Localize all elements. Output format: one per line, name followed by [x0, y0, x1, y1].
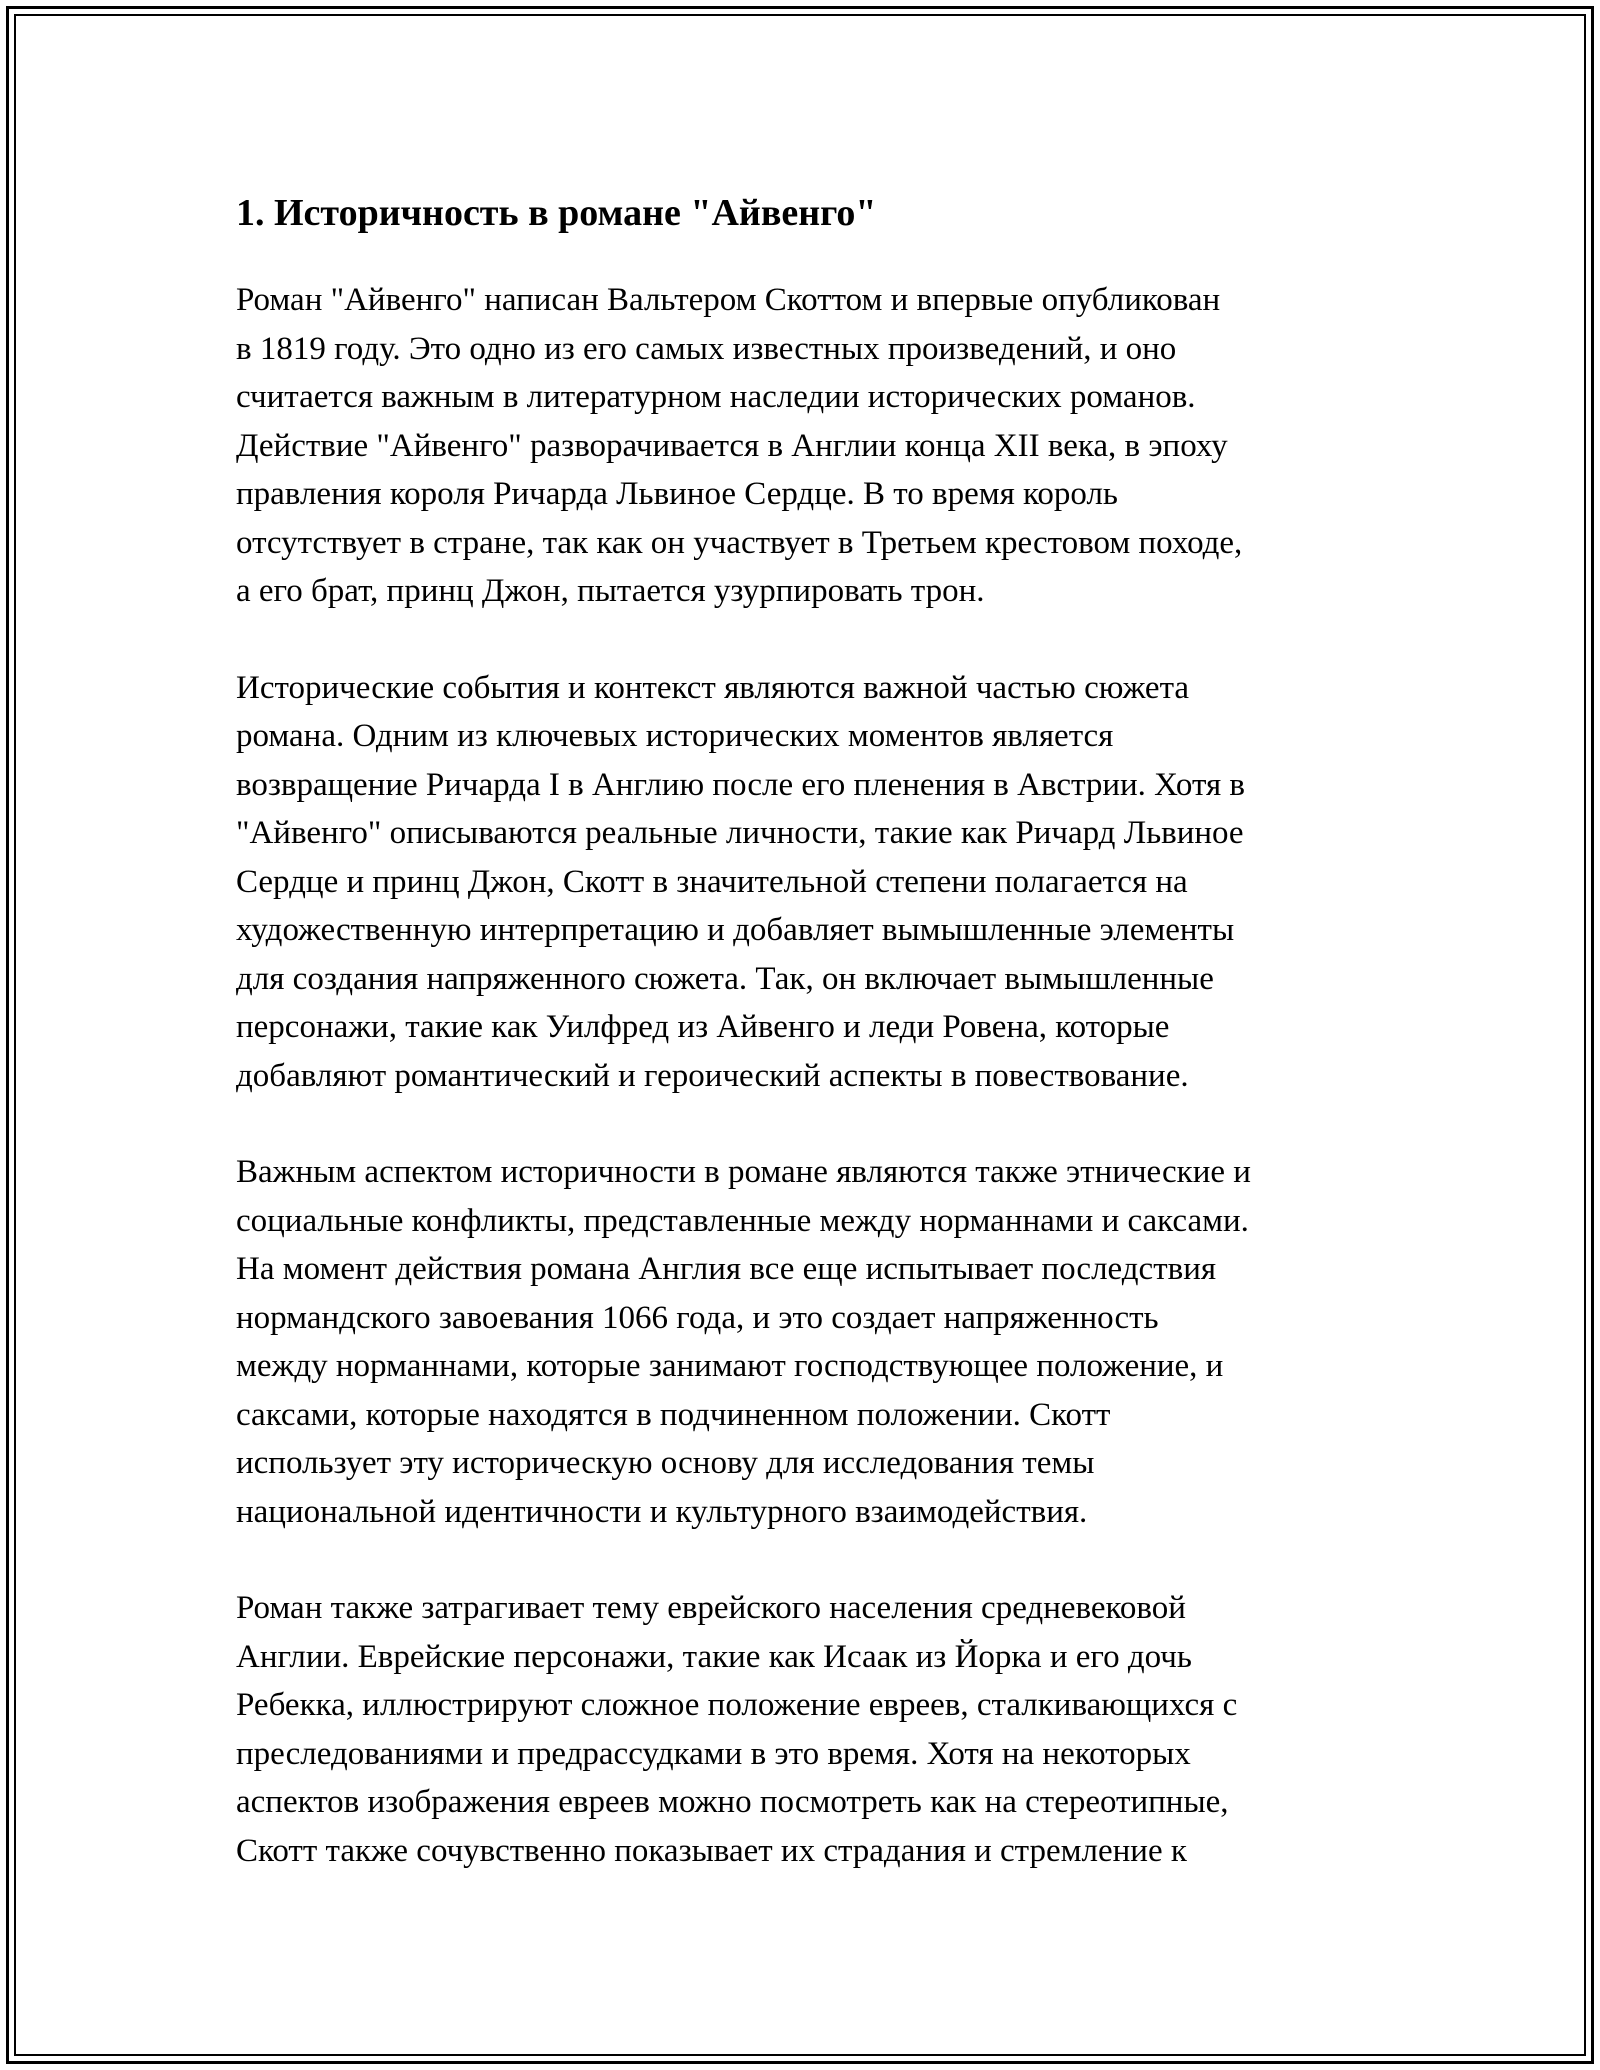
paragraph-2: Исторические события и контекст являются важной частью сюжета романа. Одним из ключевых исторических моментов является возвращение Ричарда I в Англию после его пленения в Австрии. Хотя в "Айвенго" описываются реальные личности, такие как Ричард Львиное Сердце и принц Джон, Скотт в значительной степени полагается на художественную интерпретацию и добавляет вымышленные элементы для создания напряженного сюжета. Так, он включает вымышленные персонажи, такие как Уилфред из Айвенго и леди Ровена, которые добавляют романтический и героический аспекты в повествование.: [236, 669, 1245, 1094]
paragraph-1: Роман "Айвенго" написан Вальтером Скоттом и впервые опубликован в 1819 году. Это одно из его самых известных произведений, и оно считается важным в литературном наследии исторических романов. Действие "Айвенго" разворачивается в Англии конца XII века, в эпоху правления короля Ричарда Львиное Сердце. В то время король отсутствует в стране, так как он участвует в Третьем крестовом походе, а его брат, принц Джон, пытается узурпировать трон.: [236, 282, 1243, 609]
section-heading: 1. Историчность в романе "Айвенго": [236, 192, 877, 234]
document-body: [236, 180, 1386, 1923]
paragraph-4: Роман также затрагивает тему еврейского населения средневековой Англии. Еврейские персонажи, такие как Исаак из Йорка и его дочь Ребекка, иллюстрируют сложное положение евреев, сталкивающихся с преследованиями и предрассудками в это время. Хотя на некоторых аспектов изображения евреев можно посмотреть как на стереотипные, Скотт также сочувственно показывает их страдания и стремление к: [236, 1590, 1238, 1869]
paragraph-3: Важным аспектом историчности в романе являются также этнические и социальные конфликты, представленные между норманнами и саксами. На момент действия романа Англия все еще испытывает последствия нормандского завоевания 1066 года, и это создает напряженность между норманнами, которые занимают господствующее положение, и саксами, которые находятся в подчиненном положении. Скотт использует эту историческую основу для исследования темы национальной идентичности и культурного взаимодействия.: [236, 1154, 1251, 1530]
